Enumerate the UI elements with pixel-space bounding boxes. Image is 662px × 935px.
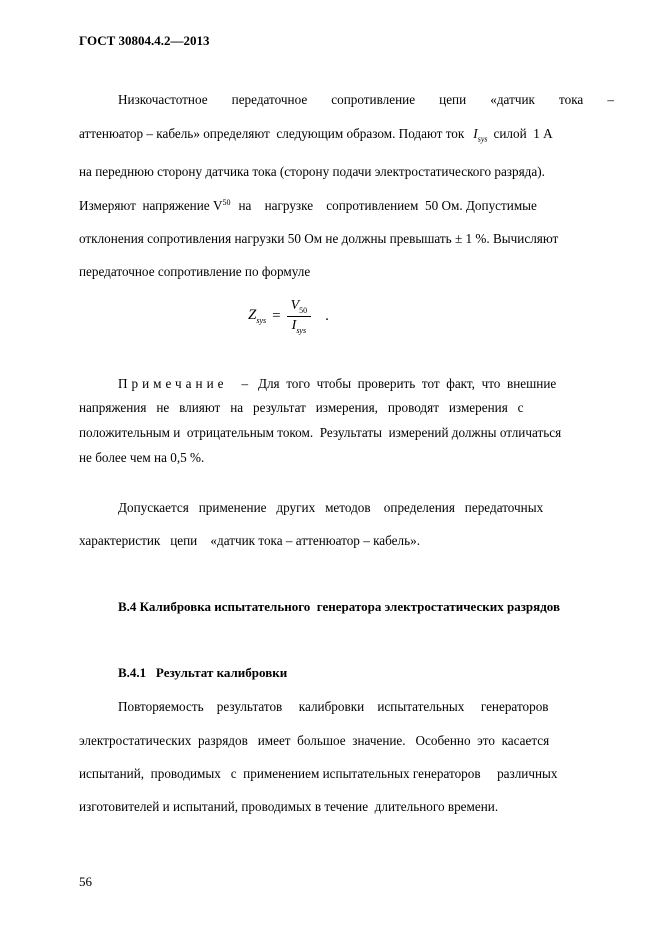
word: – xyxy=(607,92,614,107)
word: цепи xyxy=(439,92,467,107)
word: передаточное xyxy=(231,92,308,107)
p1-line-5: отклонения сопротивления нагрузки 50 Ом не должны превышать ± 1 %. Вычисляют xyxy=(79,231,559,246)
p2-line-2: характеристик цепи «датчик тока – аттенюатор – кабель». xyxy=(79,533,421,548)
note-label: Примечание xyxy=(118,376,228,391)
p3-line-1: Повторяемость результатов калибровки испытательных генераторов xyxy=(118,699,549,714)
p1-line-1 xyxy=(118,92,614,108)
text: Измеряют напряжение V xyxy=(79,198,223,213)
formula-numerator: $V_{50}$ xyxy=(287,298,312,317)
p1-line-6: передаточное сопротивление по формуле xyxy=(79,264,311,279)
formula-denominator: $I_{sys}$ xyxy=(291,317,307,335)
section-heading-b41: В.4.1 Результат калибровки xyxy=(118,665,288,680)
text: – Для того чтобы проверить тот факт, что внешние xyxy=(241,376,557,391)
note-line-2: напряжения не влияют на результат измерения, проводят измерения с xyxy=(79,400,524,415)
word: тока xyxy=(559,92,584,107)
p3-line-3: испытаний, проводимых с применением испытательных генераторов различных xyxy=(79,766,558,781)
p2-line-1: Допускается применение других методов определения передаточных xyxy=(118,500,544,515)
formula-period: . xyxy=(325,307,329,324)
p3-line-2: электростатических разрядов имеет большое значение. Особенно это касается xyxy=(79,733,550,748)
p3-line-4: изготовителей и испытаний, проводимых в течение длительного времени. xyxy=(79,799,499,814)
page-number: 56 xyxy=(79,874,92,889)
text: аттенюатор – кабель» определяют следующим образом. Подают ток xyxy=(79,126,465,141)
text: силой 1 А xyxy=(493,126,553,141)
word: «датчик xyxy=(490,92,535,107)
note-line-3: положительным и отрицательным током. Результаты измерений должны отличаться xyxy=(79,425,562,440)
document-header: ГОСТ 30804.4.2—2013 xyxy=(79,33,210,48)
formula-fraction xyxy=(287,298,312,335)
word: Низкочастотное xyxy=(118,92,208,107)
current-symbol: $I_{sys}$ xyxy=(473,126,488,144)
subscript: 50 xyxy=(222,198,231,207)
note-line-4: не более чем на 0,5 %. xyxy=(79,450,205,465)
section-heading-b4: В.4 Калибровка испытательного генератора электростатических разрядов xyxy=(118,599,560,614)
p1-line-2 xyxy=(79,126,614,144)
p1-line-3: на переднюю сторону датчика тока (сторону подачи электростатического разряда). xyxy=(79,164,545,179)
formula-equals: = xyxy=(272,307,281,324)
formula xyxy=(248,298,329,335)
formula-lhs: $Z_{sys}$ xyxy=(248,307,267,326)
p1-line-4 xyxy=(79,198,614,214)
word: сопротивление xyxy=(331,92,416,107)
note-line-1 xyxy=(118,376,614,392)
text: на нагрузке сопротивлением 50 Ом. Допустимые xyxy=(238,198,537,213)
